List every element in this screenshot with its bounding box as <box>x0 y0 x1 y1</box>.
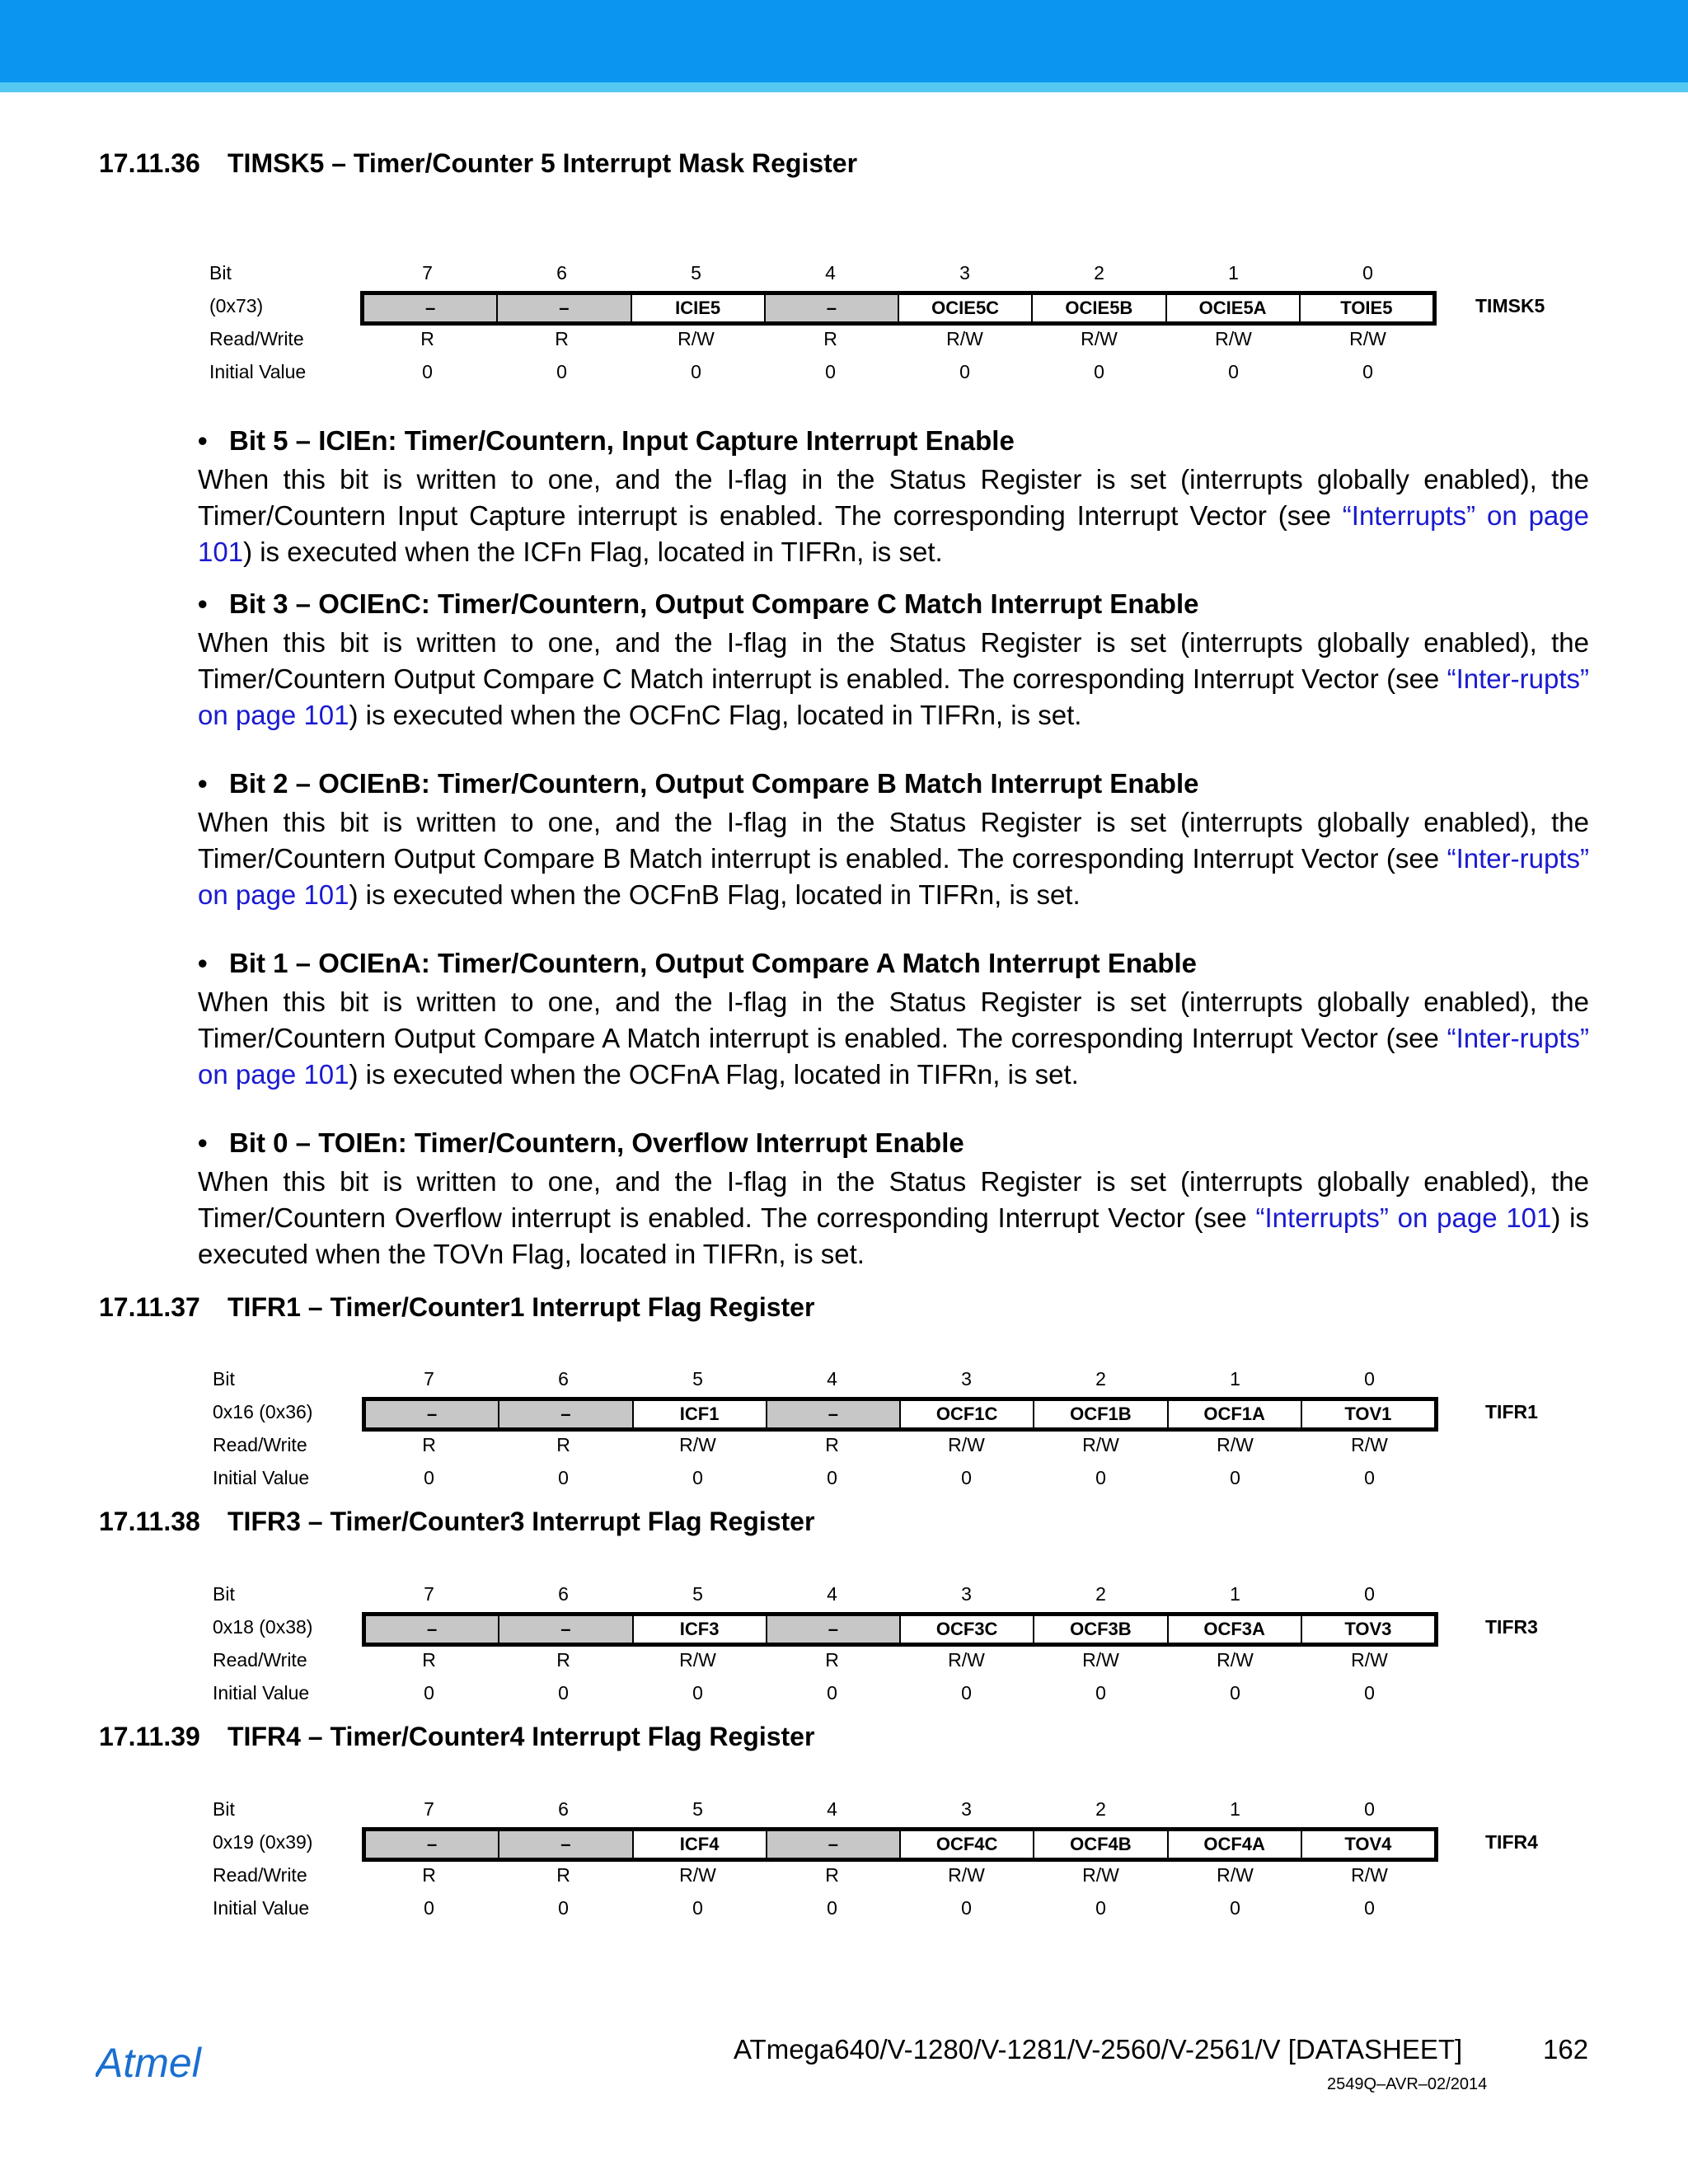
initial-value: 0 <box>424 1467 434 1488</box>
bit-number: 7 <box>424 1583 434 1605</box>
rw-value: R/W <box>678 328 715 349</box>
row-label-rw: Read/Write <box>213 1864 307 1886</box>
field-reserved: – <box>364 295 498 321</box>
initial-value: 0 <box>1230 1467 1240 1488</box>
row-label-bit: Bit <box>213 1583 235 1605</box>
rw-value: R <box>825 1649 839 1671</box>
row-label-rw: Read/Write <box>213 1434 307 1455</box>
header-stripe <box>0 82 1688 92</box>
bit-number: 5 <box>692 1798 703 1820</box>
rw-value: R/W <box>679 1864 716 1886</box>
bit-number: 6 <box>556 262 567 284</box>
bit-number: 4 <box>827 1368 837 1390</box>
bit-number: 5 <box>692 1583 703 1605</box>
section-title: TIFR1 – Timer/Counter1 Interrupt Flag Register <box>227 1292 815 1322</box>
initial-value: 0 <box>558 1682 569 1704</box>
field-ocie5c: OCIE5C <box>899 295 1033 321</box>
bit-body: When this bit is written to one, and the I-flag in the Status Register is set (interrupts globally enabled), the Timer/Countern Input Capture interrupt is enabled. The corresponding Interrupt Vector (see “Interrupts” on page 101) is executed when the ICFn Flag, located in TIFRn, is set. <box>198 464 1589 567</box>
initial-value: 0 <box>692 1467 703 1488</box>
interrupts-link[interactable]: “Interrupts” on page 101 <box>1255 1202 1552 1233</box>
register-name: TIFR4 <box>1485 1831 1538 1853</box>
rw-value: R/W <box>948 1434 985 1455</box>
field-reserved: – <box>499 1831 633 1858</box>
register-field-box <box>360 291 1437 326</box>
bit-heading: • Bit 5 – ICIEn: Timer/Countern, Input Capture Interrupt Enable <box>198 425 1015 456</box>
row-label-rw: Read/Write <box>213 1649 307 1671</box>
register-table-tifr1 <box>0 1368 1688 1500</box>
rw-value: R <box>556 1649 570 1671</box>
field-reserved: – <box>767 1401 901 1427</box>
row-label-rw: Read/Write <box>209 328 304 349</box>
atmel-logo <box>96 2037 244 2087</box>
bit-description-icie <box>198 425 1589 570</box>
row-label-init: Initial Value <box>209 361 307 382</box>
bit-number: 3 <box>961 1368 972 1390</box>
field-toie5: TOIE5 <box>1340 298 1393 318</box>
initial-value: 0 <box>1364 1682 1375 1704</box>
register-address: 0x19 (0x39) <box>213 1831 313 1853</box>
field-ocie5b: OCIE5B <box>1033 295 1166 321</box>
bit-description-ociec <box>198 588 1589 733</box>
bit-number: 0 <box>1364 1583 1375 1605</box>
bit-number: 2 <box>1095 1583 1106 1605</box>
rw-value: R/W <box>1082 1434 1119 1455</box>
register-field-box <box>362 1827 1438 1862</box>
field-ocf1c: OCF1C <box>901 1401 1034 1427</box>
bit-number: 6 <box>558 1368 569 1390</box>
field-ocf4b: OCF4B <box>1034 1831 1168 1858</box>
initial-value: 0 <box>827 1682 837 1704</box>
bit-number: 0 <box>1364 1798 1375 1820</box>
register-field-box <box>362 1397 1438 1432</box>
initial-value: 0 <box>1230 1682 1240 1704</box>
initial-value: 0 <box>959 361 970 382</box>
bit-number: 6 <box>558 1583 569 1605</box>
rw-value: R/W <box>1351 1864 1388 1886</box>
initial-value: 0 <box>1095 1467 1106 1488</box>
initial-value: 0 <box>558 1467 569 1488</box>
field-icf1: ICF1 <box>634 1401 767 1427</box>
initial-value: 0 <box>1230 1897 1240 1919</box>
field-ocf3c: OCF3C <box>901 1616 1034 1643</box>
bit-heading: • Bit 0 – TOIEn: Timer/Countern, Overflow Interrupt Enable <box>198 1127 964 1158</box>
bit-description-ocieb <box>198 768 1589 913</box>
field-reserved: – <box>767 1831 901 1858</box>
initial-value: 0 <box>825 361 836 382</box>
bit-heading: • Bit 1 – OCIEnA: Timer/Countern, Output Compare A Match Interrupt Enable <box>198 948 1198 978</box>
rw-value: R/W <box>1215 328 1252 349</box>
bit-description-ociea <box>198 948 1589 1093</box>
rw-value: R/W <box>1351 1649 1388 1671</box>
bit-number: 6 <box>558 1798 569 1820</box>
initial-value: 0 <box>692 1682 703 1704</box>
initial-value: 0 <box>1228 361 1239 382</box>
initial-value: 0 <box>424 1682 434 1704</box>
section-number: 17.11.38 <box>99 1507 200 1536</box>
rw-value: R/W <box>1082 1649 1119 1671</box>
rw-value: R <box>556 1434 570 1455</box>
section-number: 17.11.39 <box>99 1722 200 1751</box>
field-ocf4a: OCF4A <box>1169 1831 1302 1858</box>
initial-value: 0 <box>1364 1897 1375 1919</box>
bit-number: 3 <box>961 1583 972 1605</box>
rw-value: R <box>823 328 837 349</box>
bit-number: 1 <box>1228 262 1239 284</box>
section-title: TIMSK5 – Timer/Counter 5 Interrupt Mask Register <box>227 148 858 178</box>
field-ocf1b: OCF1B <box>1034 1401 1168 1427</box>
row-label-bit: Bit <box>209 262 232 284</box>
initial-value: 0 <box>422 361 433 382</box>
rw-value: R <box>825 1434 839 1455</box>
initial-value: 0 <box>424 1897 434 1919</box>
row-label-init: Initial Value <box>213 1682 310 1704</box>
bit-number: 7 <box>424 1798 434 1820</box>
rw-value: R/W <box>946 328 983 349</box>
register-table-tifr3 <box>0 1583 1688 1715</box>
footer-page-number: 162 <box>1543 2034 1589 2064</box>
field-tov1: TOV1 <box>1344 1404 1392 1424</box>
bit-number: 4 <box>825 262 836 284</box>
initial-value: 0 <box>1364 1467 1375 1488</box>
row-label-init: Initial Value <box>213 1467 310 1488</box>
bit-heading: • Bit 3 – OCIEnC: Timer/Countern, Output Compare C Match Interrupt Enable <box>198 588 1199 619</box>
field-reserved: – <box>767 1616 901 1643</box>
section-title: TIFR4 – Timer/Counter4 Interrupt Flag Register <box>227 1722 815 1751</box>
interrupts-link[interactable]: “Inter-rupts” on page 101 <box>198 1023 1589 1090</box>
bit-number: 5 <box>692 1368 703 1390</box>
initial-value: 0 <box>961 1897 972 1919</box>
section-heading-tifr4 <box>99 1722 814 1752</box>
section-number: 17.11.36 <box>99 148 200 178</box>
rw-value: R <box>825 1864 839 1886</box>
section-heading-tifr3 <box>99 1507 814 1537</box>
rw-value: R <box>556 1864 570 1886</box>
field-icf3: ICF3 <box>634 1616 767 1643</box>
bit-number: 1 <box>1230 1368 1240 1390</box>
bit-body: When this bit is written to one, and the I-flag in the Status Register is set (interrupts globally enabled), the Timer/Countern Output Compare C Match interrupt is enabled. The corresponding Interrupt Vector (see “Inter-rupts” on page 101) is executed when the OCFnC Flag, located in TIFRn, is set. <box>198 627 1589 730</box>
bit-number: 7 <box>424 1368 434 1390</box>
rw-value: R/W <box>679 1649 716 1671</box>
section-heading-timsk5 <box>99 148 857 179</box>
bit-number: 0 <box>1362 262 1373 284</box>
register-name: TIFR1 <box>1485 1401 1538 1422</box>
bit-number: 3 <box>959 262 970 284</box>
header-bar <box>0 0 1688 82</box>
field-icf4: ICF4 <box>634 1831 767 1858</box>
register-table-tifr4 <box>0 1798 1688 1930</box>
field-ocf1a: OCF1A <box>1169 1401 1302 1427</box>
bit-heading: • Bit 2 – OCIEnB: Timer/Countern, Output Compare B Match Interrupt Enable <box>198 768 1199 799</box>
initial-value: 0 <box>1095 1682 1106 1704</box>
field-reserved: – <box>499 1401 633 1427</box>
initial-value: 0 <box>1362 361 1373 382</box>
rw-value: R/W <box>1351 1434 1388 1455</box>
section-number: 17.11.37 <box>99 1292 200 1322</box>
svg-text:Atmel: Atmel <box>96 2040 201 2086</box>
bit-number: 1 <box>1230 1798 1240 1820</box>
bit-description-toie <box>198 1127 1589 1272</box>
bit-body: When this bit is written to one, and the I-flag in the Status Register is set (interrupts globally enabled), the Timer/Countern Output Compare A Match interrupt is enabled. The corresponding Interrupt Vector (see “Inter-rupts” on page 101) is executed when the OCFnA Flag, located in TIFRn, is set. <box>198 987 1589 1090</box>
initial-value: 0 <box>558 1897 569 1919</box>
register-name: TIFR3 <box>1485 1616 1538 1638</box>
interrupts-link[interactable]: “Inter-rupts” on page 101 <box>198 843 1589 910</box>
field-reserved: – <box>499 1616 633 1643</box>
field-tov4: TOV4 <box>1344 1834 1392 1854</box>
field-reserved: – <box>766 295 899 321</box>
section-title: TIFR3 – Timer/Counter3 Interrupt Flag Register <box>227 1507 815 1536</box>
register-table-timsk5 <box>0 262 1688 394</box>
register-address: 0x16 (0x36) <box>213 1401 313 1422</box>
rw-value: R/W <box>1349 328 1386 349</box>
initial-value: 0 <box>1095 1897 1106 1919</box>
initial-value: 0 <box>556 361 567 382</box>
initial-value: 0 <box>961 1467 972 1488</box>
initial-value: 0 <box>827 1897 837 1919</box>
bit-body: When this bit is written to one, and the I-flag in the Status Register is set (interrupts globally enabled), the Timer/Countern Overflow interrupt is enabled. The corresponding Interrupt Vector (see “Interrupts” on page 101) is executed when the TOVn Flag, located in TIFRn, is set. <box>198 1166 1589 1269</box>
initial-value: 0 <box>961 1682 972 1704</box>
bit-number: 2 <box>1094 262 1104 284</box>
bit-number: 3 <box>961 1798 972 1820</box>
rw-value: R/W <box>1217 1434 1254 1455</box>
rw-value: R <box>422 1434 436 1455</box>
field-reserved: – <box>498 295 631 321</box>
rw-value: R <box>422 1649 436 1671</box>
bit-number: 0 <box>1364 1368 1375 1390</box>
row-label-init: Initial Value <box>213 1897 310 1919</box>
interrupts-link[interactable]: “Interrupts” on page 101 <box>198 500 1589 567</box>
rw-value: R <box>420 328 434 349</box>
bit-number: 4 <box>827 1583 837 1605</box>
bit-number: 7 <box>422 262 433 284</box>
register-field-box <box>362 1612 1438 1647</box>
row-label-bit: Bit <box>213 1368 235 1390</box>
section-heading-tifr1 <box>99 1292 814 1323</box>
rw-value: R <box>555 328 569 349</box>
rw-value: R/W <box>1217 1864 1254 1886</box>
bit-number: 1 <box>1230 1583 1240 1605</box>
register-address: (0x73) <box>209 295 264 316</box>
field-ocie5a: OCIE5A <box>1167 295 1301 321</box>
field-ocf4c: OCF4C <box>901 1831 1034 1858</box>
bit-number: 5 <box>691 262 701 284</box>
rw-value: R/W <box>1082 1864 1119 1886</box>
initial-value: 0 <box>692 1897 703 1919</box>
bit-number: 2 <box>1095 1798 1106 1820</box>
register-name: TIMSK5 <box>1475 295 1545 316</box>
interrupts-link[interactable]: “Inter-rupts” on page 101 <box>198 663 1589 730</box>
field-reserved: – <box>366 1831 499 1858</box>
field-ocf3a: OCF3A <box>1169 1616 1302 1643</box>
rw-value: R/W <box>679 1434 716 1455</box>
field-icie5: ICIE5 <box>632 295 766 321</box>
bit-number: 4 <box>827 1798 837 1820</box>
rw-value: R/W <box>1217 1649 1254 1671</box>
rw-value: R/W <box>948 1864 985 1886</box>
rw-value: R/W <box>1081 328 1118 349</box>
field-reserved: – <box>366 1616 499 1643</box>
field-tov3: TOV3 <box>1344 1619 1392 1639</box>
bit-number: 2 <box>1095 1368 1106 1390</box>
footer-doc-code: 2549Q–AVR–02/2014 <box>1327 2075 1488 2093</box>
field-reserved: – <box>366 1401 499 1427</box>
rw-value: R <box>422 1864 436 1886</box>
row-label-bit: Bit <box>213 1798 235 1820</box>
initial-value: 0 <box>1094 361 1104 382</box>
rw-value: R/W <box>948 1649 985 1671</box>
bit-body: When this bit is written to one, and the I-flag in the Status Register is set (interrupts globally enabled), the Timer/Countern Output Compare B Match interrupt is enabled. The corresponding Interrupt Vector (see “Inter-rupts” on page 101) is executed when the OCFnB Flag, located in TIFRn, is set. <box>198 807 1589 910</box>
field-ocf3b: OCF3B <box>1034 1616 1168 1643</box>
initial-value: 0 <box>827 1467 837 1488</box>
footer-document-title: ATmega640/V-1280/V-1281/V-2560/V-2561/V [DATASHEET] <box>734 2034 1463 2064</box>
register-address: 0x18 (0x38) <box>213 1616 313 1638</box>
initial-value: 0 <box>691 361 701 382</box>
